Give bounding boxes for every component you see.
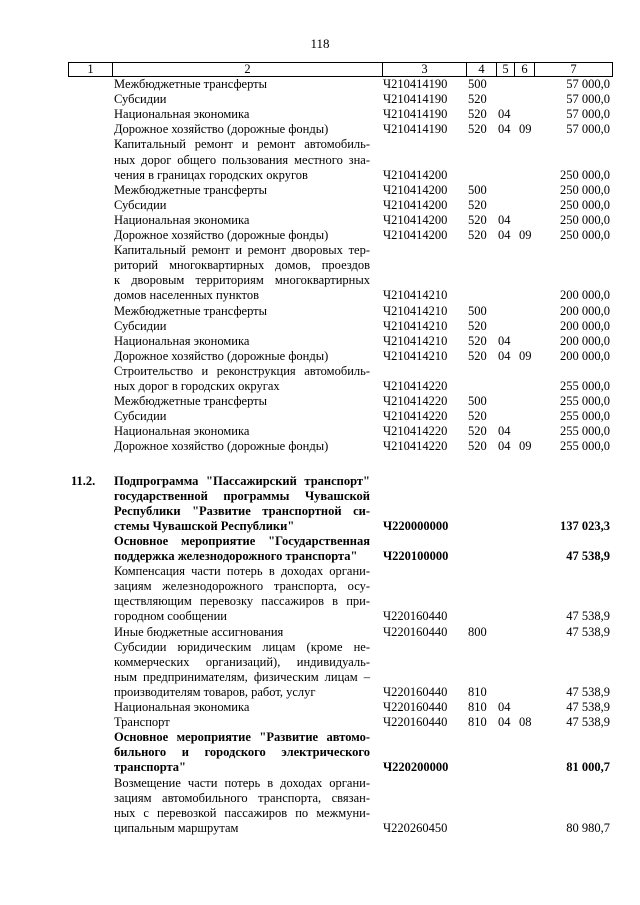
table-row <box>0 504 640 519</box>
item-name: ных дорог в городских округах <box>114 379 280 393</box>
target-article-code: Ч220160440 <box>383 684 448 699</box>
item-name: ным предпринимателям, физическим лицам – <box>114 669 370 684</box>
target-article-code: Ч210414220 <box>383 379 448 393</box>
target-article-code: Ч220160440 <box>383 715 448 730</box>
target-article-code: Ч220000000 <box>383 518 449 533</box>
item-name: к дворовым территориям многоквартирных <box>114 273 370 288</box>
table-row <box>0 107 640 122</box>
table-row <box>0 519 640 534</box>
item-name: Республики "Развитие транспортной си- <box>114 503 370 518</box>
section: 04 <box>498 122 511 137</box>
item-name: Национальная экономика <box>114 333 250 348</box>
target-article-code: Ч210414210 <box>383 288 448 303</box>
target-article-code: Ч210414200 <box>383 228 448 242</box>
item-name: ципальным маршрутам <box>114 820 239 835</box>
amount: 81 000,7 <box>566 760 610 775</box>
table-row <box>0 92 640 107</box>
expense-type: 500 <box>468 394 487 409</box>
amount: 200 000,0 <box>560 288 610 303</box>
item-name: Национальная экономика <box>114 424 250 439</box>
amount: 137 023,3 <box>560 518 610 533</box>
expense-type: 520 <box>468 228 487 242</box>
expense-type: 520 <box>468 197 487 212</box>
table-row <box>0 379 640 394</box>
amount: 57 000,0 <box>566 107 610 122</box>
table-row <box>0 474 640 489</box>
expense-type: 520 <box>468 212 487 227</box>
target-article-code: Ч210414190 <box>383 92 448 107</box>
expense-type: 520 <box>468 107 487 122</box>
target-article-code: Ч210414210 <box>383 333 448 348</box>
item-name: зациям автомобильного транспорта, связан- <box>114 790 370 805</box>
amount: 200 000,0 <box>560 303 610 318</box>
item-name: государственной программы Чувашской <box>114 488 370 503</box>
table-row <box>0 549 640 564</box>
table-row <box>0 409 640 424</box>
subsection: 08 <box>519 715 532 730</box>
expense-type: 810 <box>468 684 487 699</box>
table-row <box>0 424 640 439</box>
expense-type: 500 <box>468 77 487 91</box>
target-article-code: Ч210414200 <box>383 182 448 197</box>
target-article-code: Ч220160440 <box>383 700 448 714</box>
amount: 47 538,9 <box>566 624 610 639</box>
expense-type: 520 <box>468 92 487 107</box>
table-row <box>0 745 640 760</box>
amount: 250 000,0 <box>560 167 610 182</box>
item-name: Межбюджетные трансферты <box>114 303 268 318</box>
item-name: ных с перевозкой пассажиров по межмуни- <box>114 805 370 820</box>
item-name: Межбюджетные трансферты <box>114 77 268 91</box>
section: 04 <box>498 424 511 439</box>
target-article-code: Ч210414220 <box>383 409 448 424</box>
item-name: Возмещение части потерь в доходах органи- <box>114 775 370 790</box>
item-name: Строительство и реконструкция автомобиль- <box>114 363 370 378</box>
table-row <box>0 609 640 624</box>
section: 04 <box>498 212 511 227</box>
amount: 47 538,9 <box>566 609 610 624</box>
item-name: ных дорог общего пользования местного зна- <box>114 152 370 167</box>
item-name: Дорожное хозяйство (дорожные фонды) <box>114 228 329 242</box>
expense-type: 520 <box>468 439 487 454</box>
item-name: Компенсация части потерь в доходах органи- <box>114 564 370 579</box>
item-name: Капитальный ремонт и ремонт автомобиль- <box>114 137 370 152</box>
expense-type: 500 <box>468 303 487 318</box>
table-row <box>0 655 640 670</box>
column-header-row <box>69 63 613 77</box>
amount: 255 000,0 <box>560 439 610 454</box>
page-number: 118 <box>310 36 330 51</box>
item-name: Иные бюджетные ассигнования <box>114 624 284 639</box>
amount: 255 000,0 <box>560 409 610 424</box>
expense-type: 500 <box>468 182 487 197</box>
item-name: Транспорт <box>114 715 170 730</box>
item-name: городном сообщении <box>114 609 227 624</box>
target-article-code: Ч210414210 <box>383 318 448 333</box>
table-row <box>0 806 640 821</box>
subsection: 09 <box>519 439 532 454</box>
table-row <box>0 685 640 700</box>
table-row <box>0 258 640 273</box>
item-name: Дорожное хозяйство (дорожные фонды) <box>114 439 329 454</box>
amount: 57 000,0 <box>566 92 610 107</box>
table-row <box>0 213 640 228</box>
amount: 250 000,0 <box>560 212 610 227</box>
target-article-code: Ч210414190 <box>383 77 448 91</box>
item-name: бильного и городского электрического <box>114 745 370 760</box>
table-row <box>0 489 640 504</box>
table-row <box>0 564 640 579</box>
amount: 47 538,9 <box>566 715 610 730</box>
item-name: ществляющим перевозку пассажиров в при- <box>114 594 370 609</box>
row-number: 11.2. <box>71 473 96 488</box>
target-article-code: Ч210414200 <box>383 197 448 212</box>
item-name: риторий многоквартирных домов, проездов <box>114 258 370 273</box>
table-row <box>0 594 640 609</box>
amount: 250 000,0 <box>560 182 610 197</box>
subsection: 09 <box>519 228 532 242</box>
expense-type: 520 <box>468 318 487 333</box>
column-header-4: 4 <box>467 63 497 77</box>
section: 04 <box>498 348 511 363</box>
table-row <box>0 228 640 243</box>
item-name: Капитальный ремонт и ремонт дворовых тер- <box>114 243 370 258</box>
item-name: Субсидии <box>114 197 167 212</box>
item-name: Подпрограмма "Пассажирский транспорт" <box>114 473 370 488</box>
table-row <box>0 198 640 213</box>
section: 04 <box>498 333 511 348</box>
amount: 250 000,0 <box>560 228 610 242</box>
item-name: Межбюджетные трансферты <box>114 394 268 409</box>
table-row <box>0 288 640 303</box>
item-name: Дорожное хозяйство (дорожные фонды) <box>114 122 329 137</box>
item-name: Национальная экономика <box>114 212 250 227</box>
section: 04 <box>498 715 511 730</box>
subsection: 09 <box>519 348 532 363</box>
amount: 47 538,9 <box>566 549 610 563</box>
amount: 255 000,0 <box>560 379 610 393</box>
item-name: Основное мероприятие "Развитие автомо- <box>114 730 370 745</box>
table-row <box>0 77 640 92</box>
table-row <box>0 715 640 730</box>
target-article-code: Ч210414200 <box>383 167 448 182</box>
table-row <box>0 791 640 806</box>
table-row <box>0 364 640 379</box>
item-name: Дорожное хозяйство (дорожные фонды) <box>114 348 329 363</box>
target-article-code: Ч210414220 <box>383 439 448 454</box>
target-article-code: Ч210414190 <box>383 107 448 122</box>
table-row <box>0 183 640 198</box>
expense-type: 810 <box>468 700 487 714</box>
table-row <box>0 273 640 288</box>
table-row <box>0 670 640 685</box>
item-name: Субсидии юридическим лицам (кроме не- <box>114 639 370 654</box>
expense-type: 520 <box>468 424 487 439</box>
item-name: домов населенных пунктов <box>114 288 259 303</box>
column-header-5: 5 <box>497 63 515 77</box>
table-row <box>0 760 640 775</box>
column-header-2: 2 <box>113 63 383 77</box>
amount: 57 000,0 <box>566 122 610 137</box>
item-name: чения в границах городских округов <box>114 167 308 182</box>
item-name: Межбюджетные трансферты <box>114 182 268 197</box>
item-name: Субсидии <box>114 92 167 107</box>
amount: 200 000,0 <box>560 318 610 333</box>
item-name: Национальная экономика <box>114 700 250 714</box>
expense-type: 520 <box>468 409 487 424</box>
table-row <box>0 304 640 319</box>
table-row <box>0 700 640 715</box>
amount: 255 000,0 <box>560 394 610 409</box>
target-article-code: Ч210414190 <box>383 122 448 137</box>
section: 04 <box>498 107 511 122</box>
expense-type: 520 <box>468 122 487 137</box>
amount: 80 980,7 <box>566 820 610 835</box>
amount: 47 538,9 <box>566 684 610 699</box>
subsection: 09 <box>519 122 532 137</box>
item-name: зациям железнодорожного транспорта, осу- <box>114 579 370 594</box>
column-header-7: 7 <box>535 63 613 77</box>
table-row <box>0 122 640 137</box>
item-name: поддержка железнодорожного транспорта" <box>114 549 358 563</box>
item-name: транспорта" <box>114 760 186 775</box>
target-article-code: Ч220160440 <box>383 609 448 624</box>
amount: 57 000,0 <box>566 77 610 91</box>
amount: 200 000,0 <box>560 348 610 363</box>
item-name: Субсидии <box>114 409 167 424</box>
amount: 255 000,0 <box>560 424 610 439</box>
table-row <box>0 776 640 791</box>
section: 04 <box>498 228 511 242</box>
item-name: Основное мероприятие "Государственная <box>114 533 370 548</box>
section: 04 <box>498 439 511 454</box>
table-row <box>0 319 640 334</box>
amount: 47 538,9 <box>566 700 610 714</box>
section: 04 <box>498 700 511 714</box>
target-article-code: Ч210414210 <box>383 348 448 363</box>
table-row <box>0 439 640 454</box>
table-row <box>0 349 640 364</box>
expense-type: 810 <box>468 715 487 730</box>
item-name: производителям товаров, работ, услуг <box>114 684 316 699</box>
table-row <box>0 625 640 640</box>
target-article-code: Ч210414200 <box>383 212 448 227</box>
target-article-code: Ч210414220 <box>383 394 448 409</box>
item-name: коммерческих организаций), индивидуаль- <box>114 654 370 669</box>
column-header-table <box>68 62 613 77</box>
table-row <box>0 394 640 409</box>
target-article-code: Ч220260450 <box>383 820 448 835</box>
column-header-3: 3 <box>383 63 467 77</box>
target-article-code: Ч220100000 <box>383 549 449 563</box>
table-row <box>0 640 640 655</box>
table-row <box>0 821 640 836</box>
target-article-code: Ч220160440 <box>383 624 448 639</box>
target-article-code: Ч210414220 <box>383 424 448 439</box>
expense-type: 520 <box>468 348 487 363</box>
table-row <box>0 534 640 549</box>
amount: 200 000,0 <box>560 333 610 348</box>
expense-type: 800 <box>468 624 487 639</box>
table-row <box>0 243 640 258</box>
column-header-6: 6 <box>515 63 535 77</box>
target-article-code: Ч210414210 <box>383 303 448 318</box>
table-row <box>0 730 640 745</box>
table-row <box>0 153 640 168</box>
item-name: Национальная экономика <box>114 107 250 122</box>
item-name: Субсидии <box>114 318 167 333</box>
table-row <box>0 137 640 152</box>
item-name: стемы Чувашской Республики" <box>114 518 295 533</box>
table-row <box>0 168 640 183</box>
column-header-1: 1 <box>69 63 113 77</box>
expense-type: 520 <box>468 333 487 348</box>
table-row <box>0 334 640 349</box>
table-row <box>0 579 640 594</box>
amount: 250 000,0 <box>560 197 610 212</box>
target-article-code: Ч220200000 <box>383 760 449 775</box>
